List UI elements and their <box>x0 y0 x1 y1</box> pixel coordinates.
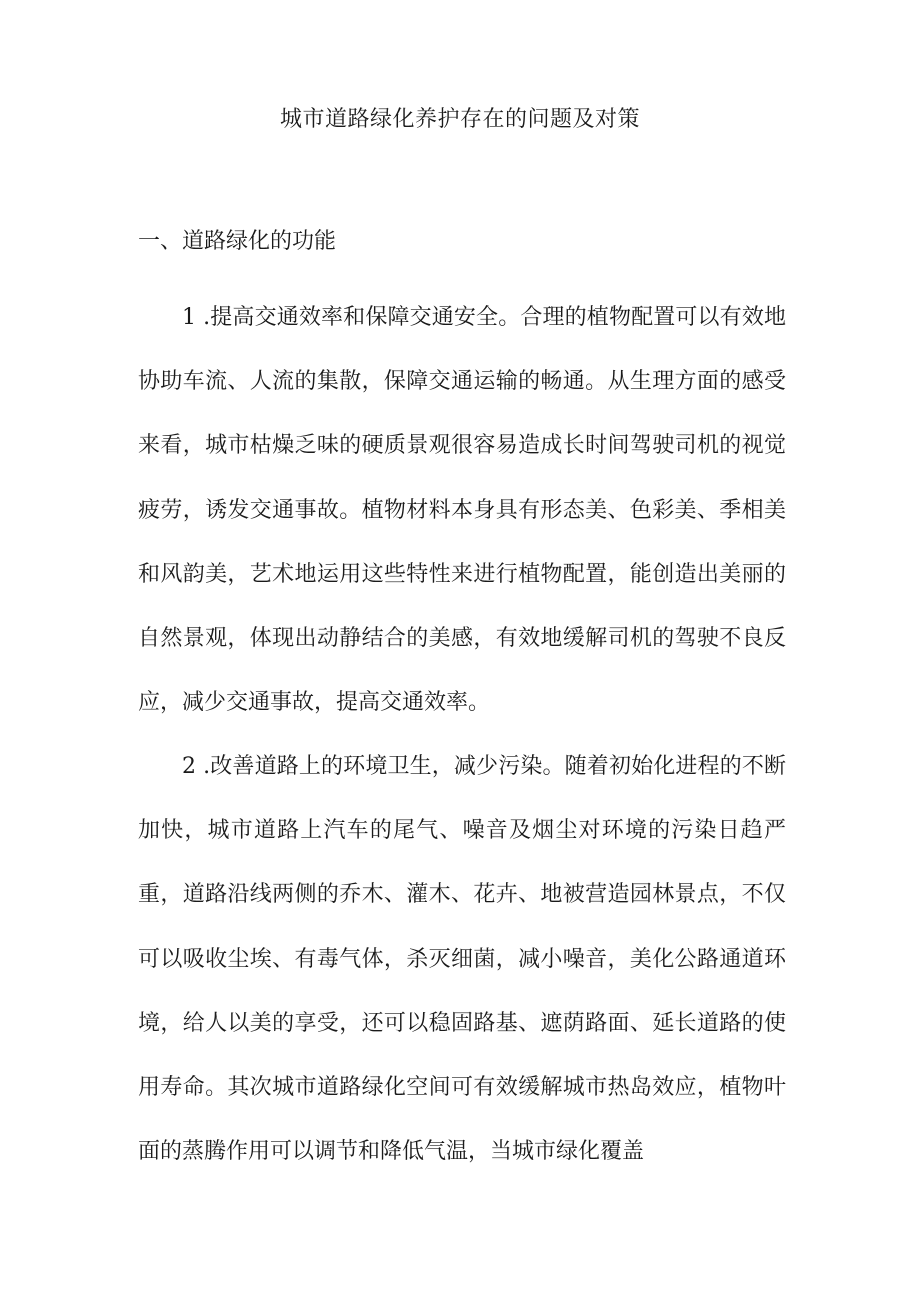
section-heading: 一、道路绿化的功能 <box>138 229 337 254</box>
document-title: 城市道路绿化养护存在的问题及对策 <box>279 107 640 132</box>
paragraph-environment: 2 .改善道路上的环境卫生，减少污染。随着初始化进程的不断加快，城市道路上汽车的尾气、噪音及烟尘对环境的污染日趋严重，道路沿线两侧的乔木、灌木、花卉、地被营造园林景点，不仅可以吸收尘埃、有毒气体，杀灭细菌，减小噪音，美化公路通道环境，给人以美的享受，还可以稳固路基、遮荫路面、延长道路的使用寿命。其次城市道路绿化空间可有效缓解城市热岛效应，植物叶面的蒸腾作用可以调节和降低气温，当城市绿化覆盖 <box>138 754 786 1165</box>
paragraph-traffic-efficiency: 1 .提高交通效率和保障交通安全。合理的植物配置可以有效地协助车流、人流的集散，保障交通运输的畅通。从生理方面的感受来看，城市枯燥乏味的硬质景观很容易造成长时间驾驶司机的视觉疲劳，诱发交通事故。植物材料本身具有形态美、色彩美、季相美和风韵美，艺术地运用这些特性来进行植物配置，能创造出美丽的自然景观，体现出动静结合的美感，有效地缓解司机的驾驶不良反应，减少交通事故，提高交通效率。 <box>138 305 786 716</box>
